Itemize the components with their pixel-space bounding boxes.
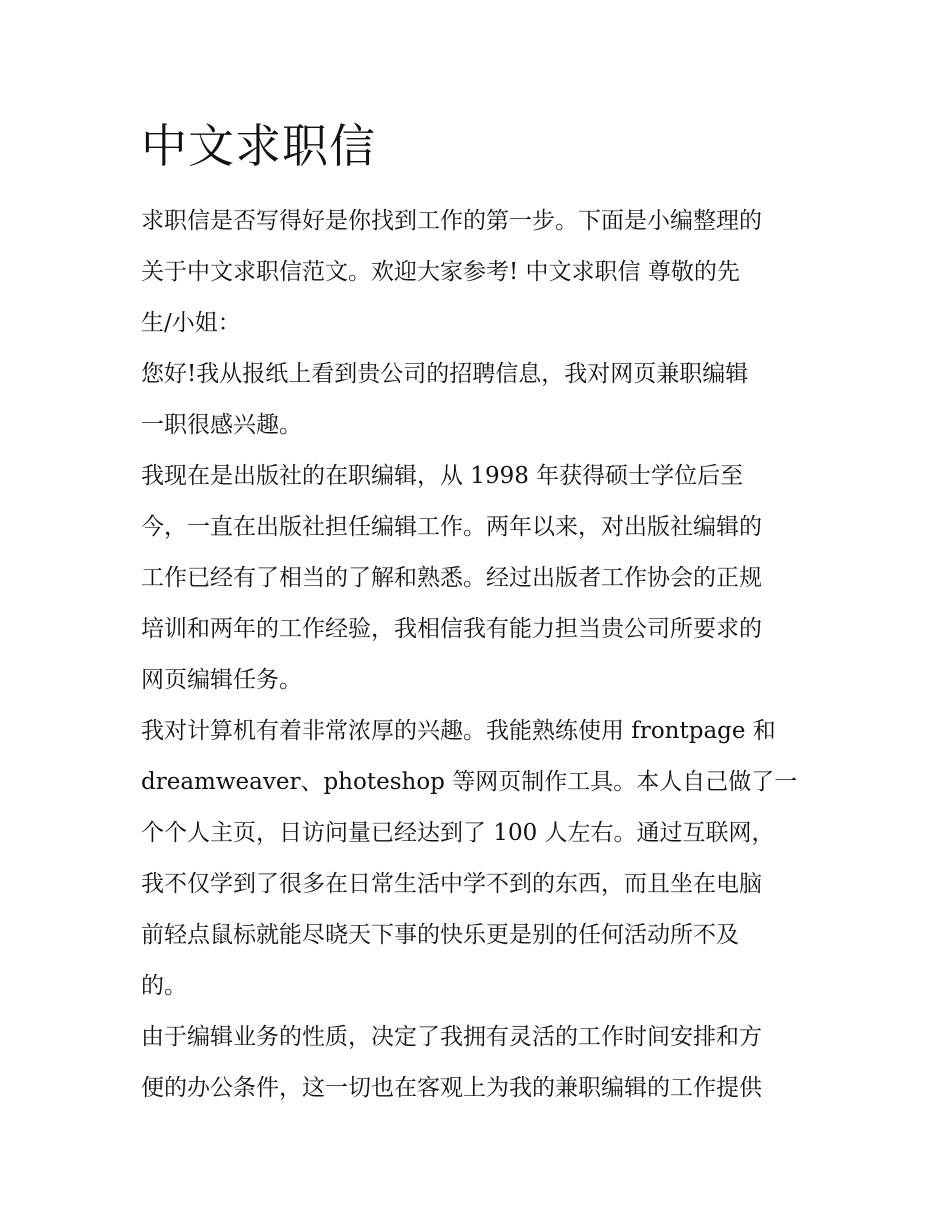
text-line: 生/小姐： [141, 310, 241, 336]
text-line: 今，一直在出版社担任编辑工作。两年以来，对出版社编辑的 [141, 514, 762, 540]
text-line: 求职信是否写得好是你找到工作的第一步。下面是小编整理的 [141, 208, 762, 234]
text-line: 我现在是出版社的在职编辑，从 1998 年获得硕士学位后至 [141, 463, 744, 489]
document-body [141, 196, 821, 1114]
text-line: 一职很感兴趣。 [141, 412, 302, 438]
text-line: 培训和两年的工作经验，我相信我有能力担当贵公司所要求的 [141, 616, 762, 642]
text-line: 我不仅学到了很多在日常生活中学不到的东西，而且坐在电脑 [141, 871, 762, 897]
text-line: dreamweaver、photeshop 等网页制作工具。本人自己做了一 [141, 769, 798, 795]
text-line: 我对计算机有着非常浓厚的兴趣。我能熟练使用 frontpage 和 [141, 718, 776, 744]
text-line: 的。 [141, 973, 187, 999]
text-line: 便的办公条件，这一切也在客观上为我的兼职编辑的工作提供 [141, 1075, 762, 1101]
text-line: 由于编辑业务的性质，决定了我拥有灵活的工作时间安排和方 [141, 1024, 762, 1050]
document-title: 中文求职信 [141, 119, 376, 173]
text-line: 关于中文求职信范文。欢迎大家参考! 中文求职信 尊敬的先 [141, 259, 740, 285]
text-line: 网页编辑任务。 [141, 667, 302, 693]
text-line: 个个人主页，日访问量已经达到了 100 人左右。通过互联网， [141, 820, 775, 846]
text-line: 前轻点鼠标就能尽晓天下事的快乐更是别的任何活动所不及 [141, 922, 739, 948]
text-line: 工作已经有了相当的了解和熟悉。经过出版者工作协会的正规 [141, 565, 762, 591]
text-line: 您好!我从报纸上看到贵公司的招聘信息，我对网页兼职编辑 [141, 361, 749, 387]
